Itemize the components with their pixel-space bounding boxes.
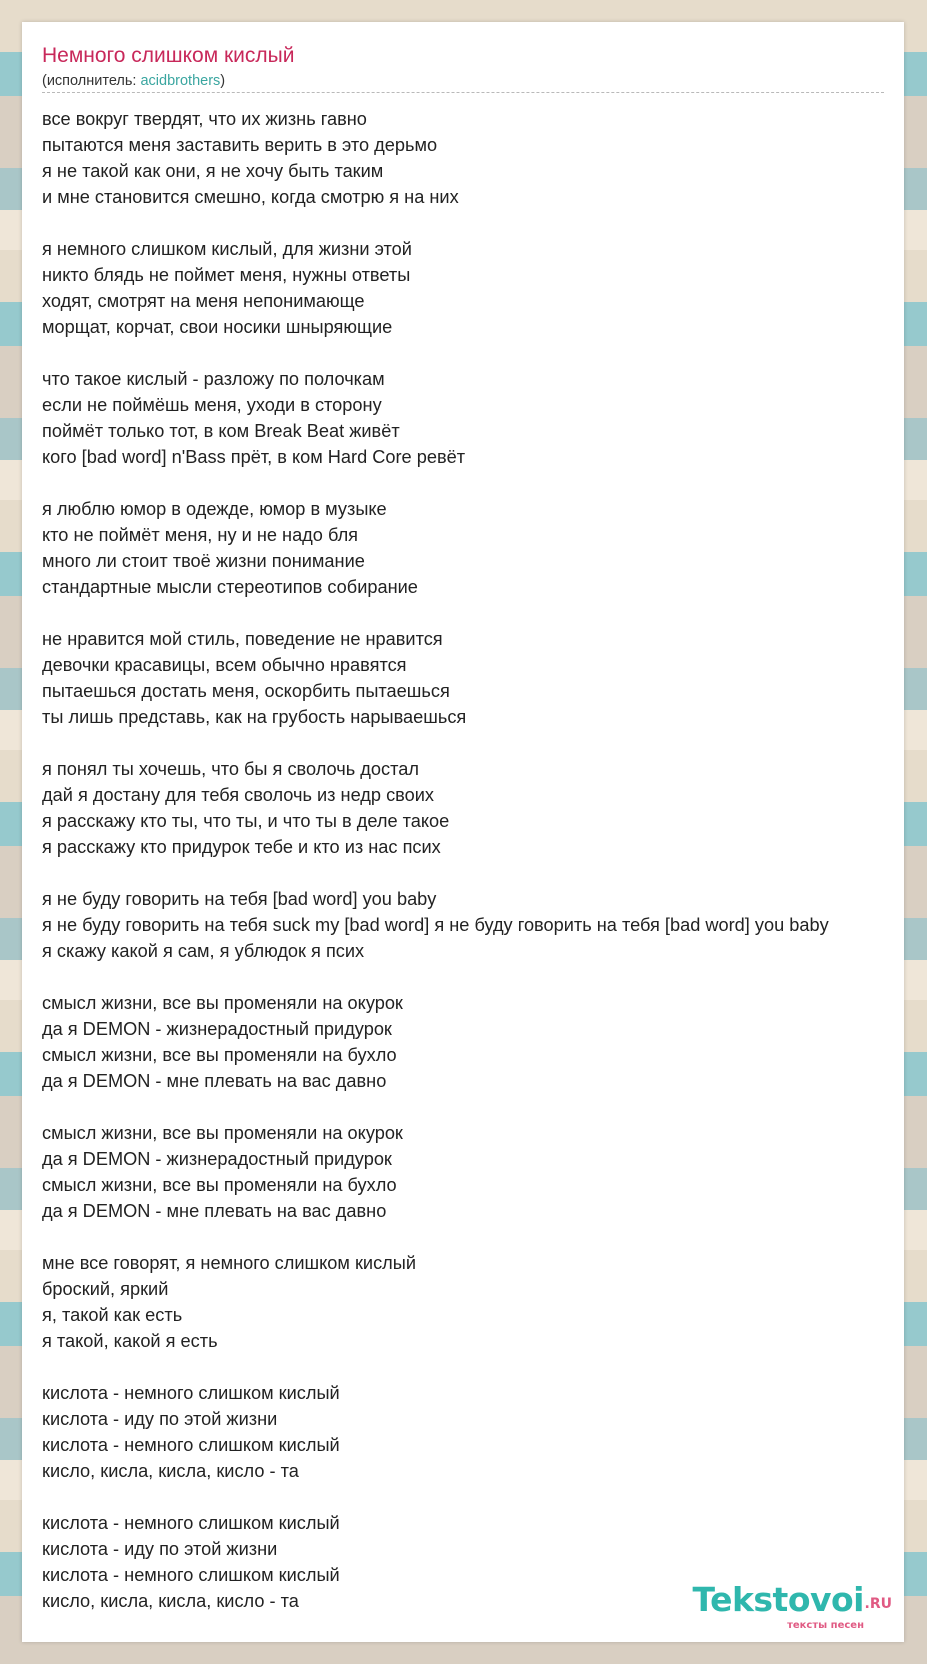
lyrics-stanza [42, 366, 829, 470]
lyric-line: много ли стоит твоё жизни понимание [42, 551, 365, 571]
lyric-line: кисло, кисла, кисла, кисло - та [42, 1461, 299, 1481]
lyrics-stanza [42, 886, 829, 964]
lyric-line: да я DEMON - мне плевать на вас давно [42, 1201, 387, 1221]
lyric-line: я не буду говорить на тебя suck my [bad word] я не буду говорить на тебя [bad word] you baby [42, 915, 829, 935]
lyric-line: я не буду говорить на тебя [bad word] you baby [42, 889, 437, 909]
lyric-line: да я DEMON - жизнерадостный придурок [42, 1149, 392, 1169]
lyrics-stanza [42, 1120, 829, 1224]
lyric-line: никто блядь не поймет меня, нужны ответы [42, 265, 411, 285]
artist-line [42, 73, 225, 89]
lyrics-stanza [42, 756, 829, 860]
song-title: Немного слишком кислый [42, 44, 295, 67]
lyric-line: я расскажу кто ты, что ты, и что ты в деле такое [42, 811, 450, 831]
lyric-line: кислота - немного слишком кислый [42, 1513, 340, 1533]
lyrics-stanza [42, 1250, 829, 1354]
lyric-line: кислота - немного слишком кислый [42, 1435, 340, 1455]
lyric-line: я такой, какой я есть [42, 1331, 218, 1351]
lyric-line: смысл жизни, все вы променяли на бухло [42, 1175, 397, 1195]
lyric-line: да я DEMON - мне плевать на вас давно [42, 1071, 387, 1091]
lyric-line: кислота - немного слишком кислый [42, 1383, 340, 1403]
lyric-line: кисло, кисла, кисла, кисло - та [42, 1591, 299, 1611]
lyrics-stanza [42, 236, 829, 340]
lyric-line: я понял ты хочешь, что бы я сволочь достал [42, 759, 419, 779]
lyrics-stanza [42, 496, 829, 600]
lyrics-card [22, 22, 904, 1642]
logo-wordmark: Tekstovoi [692, 1580, 864, 1619]
lyric-line: что такое кислый - разложу по полочкам [42, 369, 385, 389]
lyric-line: если не поймёшь меня, уходи в сторону [42, 395, 382, 415]
logo-tagline: тексты песен [787, 1620, 864, 1631]
lyrics-stanza [42, 1380, 829, 1484]
lyric-line: мне все говорят, я немного слишком кислый [42, 1253, 417, 1273]
lyric-line: кислота - иду по этой жизни [42, 1539, 278, 1559]
lyric-line: кислота - иду по этой жизни [42, 1409, 278, 1429]
lyric-line: да я DEMON - жизнерадостный придурок [42, 1019, 392, 1039]
lyric-line: не нравится мой стиль, поведение не нравится [42, 629, 443, 649]
title-divider [42, 92, 884, 93]
lyrics-stanza [42, 626, 829, 730]
lyric-line: я расскажу кто придурок тебе и кто из нас псих [42, 837, 441, 857]
lyric-line: девочки красавицы, всем обычно нравятся [42, 655, 407, 675]
lyric-line: смысл жизни, все вы променяли на окурок [42, 1123, 403, 1143]
lyric-line: я немного слишком кислый, для жизни этой [42, 239, 412, 259]
lyric-line: кто не поймёт меня, ну и не надо бля [42, 525, 359, 545]
lyric-line: я люблю юмор в одежде, юмор в музыке [42, 499, 387, 519]
lyric-line: кислота - немного слишком кислый [42, 1565, 340, 1585]
lyric-line: стандартные мысли стереотипов собирание [42, 577, 418, 597]
lyric-line: броский, яркий [42, 1279, 169, 1299]
lyric-line: кого [bad word] n'Bass прёт, в ком Hard Core ревёт [42, 447, 466, 467]
lyric-line: смысл жизни, все вы променяли на окурок [42, 993, 403, 1013]
lyric-line: ходят, смотрят на меня непонимающе [42, 291, 365, 311]
lyric-line: пытаешься достать меня, оскорбить пытаешься [42, 681, 450, 701]
artist-prefix: (исполнитель: [42, 73, 141, 89]
lyric-line: ты лишь представь, как на грубость нарываешься [42, 707, 467, 727]
lyrics-body [42, 106, 829, 1640]
lyric-line: я, такой как есть [42, 1305, 183, 1325]
artist-link[interactable]: acidbrothers [140, 73, 221, 89]
artist-suffix: ) [220, 73, 226, 89]
logo-domain: .RU [864, 1596, 892, 1612]
lyrics-stanza [42, 990, 829, 1094]
site-logo[interactable] [688, 1580, 898, 1640]
lyric-line: поймёт только тот, в ком Break Beat живёт [42, 421, 400, 441]
lyric-line: я скажу какой я сам, я ублюдок я псих [42, 941, 365, 961]
lyric-line: пытаются меня заставить верить в это дерьмо [42, 135, 438, 155]
lyric-line: и мне становится смешно, когда смотрю я на них [42, 187, 459, 207]
lyric-line: я не такой как они, я не хочу быть таким [42, 161, 384, 181]
lyrics-stanza [42, 106, 829, 210]
lyric-line: дай я достану для тебя сволочь из недр своих [42, 785, 434, 805]
lyric-line: морщат, корчат, свои носики шныряющие [42, 317, 393, 337]
lyric-line: все вокруг твердят, что их жизнь гавно [42, 109, 367, 129]
lyric-line: смысл жизни, все вы променяли на бухло [42, 1045, 397, 1065]
